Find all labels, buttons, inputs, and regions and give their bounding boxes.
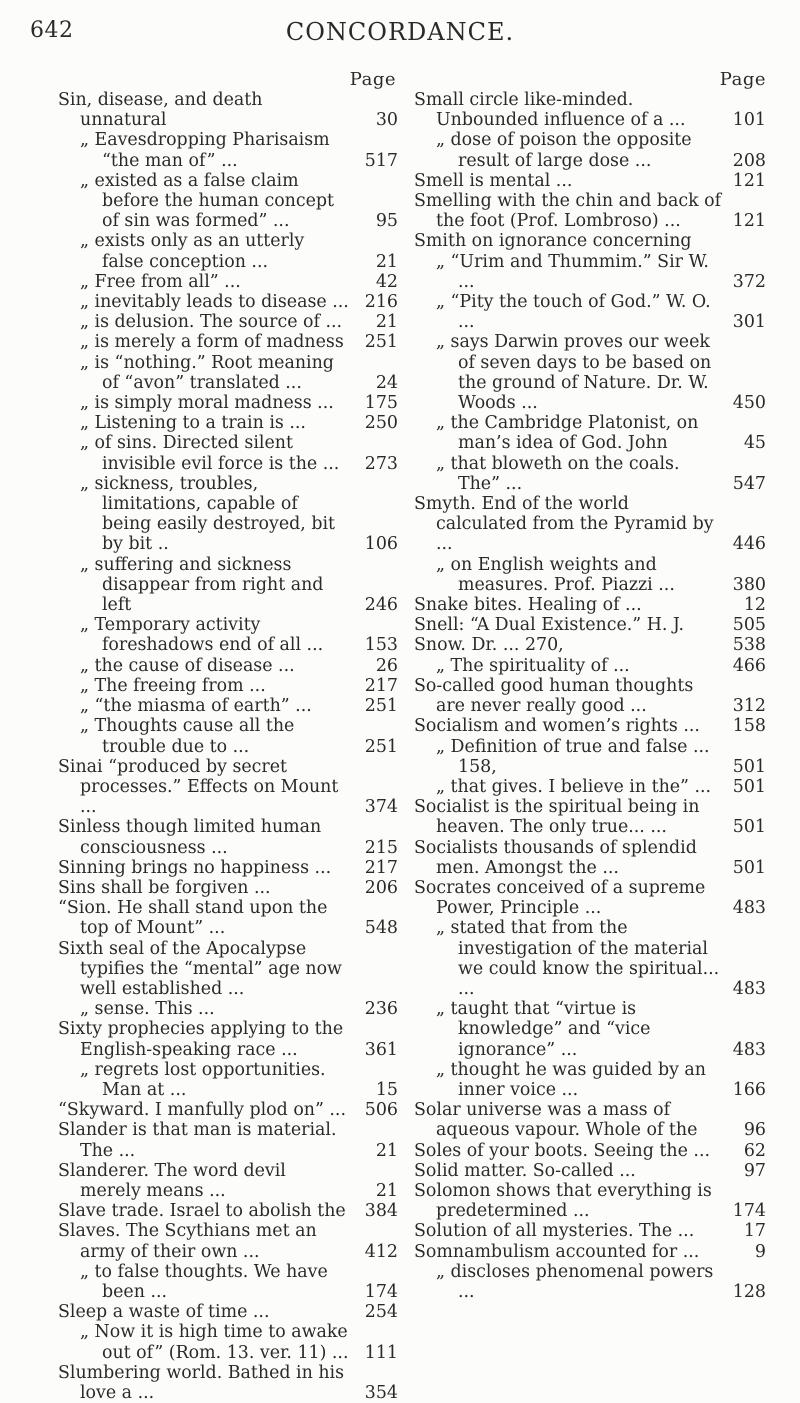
entry-text: Somnambulism accounted for ... [414,1241,700,1262]
entry-page-number: 21 [375,312,398,333]
entry-text: „ regrets lost opportunities. Man at ... [80,1059,326,1100]
index-entry [58,332,398,352]
entry-text: Soles of your boots. Seeing the ... [414,1140,711,1161]
entry-text: Slander is that man is material. The ... [58,1120,337,1161]
entry-text: „ The spirituality of ... [436,655,630,676]
entry-text: Slave trade. Israel to abolish the [58,1201,346,1222]
entry-page-number: 62 [743,1140,766,1161]
entry-page-number: 166 [732,1079,766,1100]
entry-page-number: 273 [364,453,398,474]
entry-text: „ The freeing from ... [80,675,266,696]
entry-text: „ is simply moral madness ... [80,393,334,414]
entry-page-number: 505 [732,615,766,636]
entry-text: Socrates conceived of a supreme Power, Principle ... [414,877,706,919]
entry-page-number: 121 [732,170,766,191]
entry-page-number: 372 [732,271,766,292]
index-entry [414,878,766,918]
index-entry [58,757,398,818]
entry-text: „ existed as a false claim before the human concept of sin was formed” ... [80,170,335,232]
index-entry [58,716,398,756]
index-entry [414,615,766,635]
entry-text: Snake bites. Healing of ... [414,595,642,616]
entry-page-number: 251 [364,696,398,717]
entry-text: Solar universe was a mass of aqueous vapour. Whole of the [414,1100,698,1141]
index-entry [58,90,398,130]
entry-text: „ Thoughts cause all the trouble due to ... [80,716,295,757]
entry-page-number: 15 [375,1079,398,1100]
entry-text: “Skyward. I manfully plod on” ... [58,1100,346,1121]
index-entry [58,1201,398,1221]
entry-text: „ that bloweth on the coals. The” ... [436,453,680,494]
index-entry [58,433,398,473]
index-entry [414,1100,766,1140]
entry-page-number: 17 [743,1221,766,1242]
entry-text: „ “Pity the touch of God.” W. O. ... [436,292,711,333]
entry-page-number: 30 [375,110,398,131]
entry-text: Slanderer. The word devil merely means ... [58,1160,286,1201]
index-entry [414,1161,766,1181]
entry-page-number: 158 [732,716,766,737]
entry-page-number: 246 [364,595,398,616]
index-entry [414,737,766,777]
index-entry [58,1302,398,1322]
entry-page-number: 250 [364,413,398,434]
entry-page-number: 251 [364,332,398,353]
right-column [414,70,766,1302]
entry-page-number: 101 [732,110,766,131]
entry-text: „ of sins. Directed silent invisible evil force is the ... [80,433,340,474]
entry-page-number: 21 [375,1140,398,1161]
entry-page-number: 9 [754,1241,766,1262]
index-entry [414,635,766,655]
entry-page-number: 206 [364,877,398,898]
entry-text: „ exists only as an utterly false conception ... [80,231,305,272]
entry-page-number: 547 [732,473,766,494]
entry-page-number: 12 [743,595,766,616]
index-entry [414,130,766,170]
entry-page-number: 483 [732,898,766,919]
entry-text: Snow. Dr. ... 270, [414,635,564,656]
index-entry [58,858,398,878]
entry-text: „ that gives. I believe in the” ... [436,776,712,797]
entry-text: Sixty prophecies applying to the English-speaking race ... [58,1019,344,1060]
left-entries [58,90,398,1403]
index-entry [58,353,398,393]
entry-page-number: 301 [732,312,766,333]
entry-text: „ dose of poison the opposite result of large dose ... [436,130,692,171]
entry-page-number: 517 [364,150,398,171]
entry-page-number: 174 [732,1201,766,1222]
index-entry [58,130,398,170]
entry-text: „ sickness, troubles, limitations, capable of being easily destroyed, bit by bit .. [80,473,336,555]
entry-page-number: 312 [732,696,766,717]
entry-text: Sinai “produced by secret processes.” Effects on Mount ... [58,756,339,818]
entry-text: So-called good human thoughts are never really good ... [414,675,694,717]
index-entry [58,1221,398,1261]
entry-page-number: 501 [732,756,766,777]
index-entry [58,1262,398,1302]
entry-text: „ is “nothing.” Root meaning of “avon” translated ... [80,352,334,393]
right-entries [414,90,766,1302]
entry-page-number: 506 [364,1100,398,1121]
index-entry [414,838,766,878]
entry-text: „ suffering and sickness disappear from right and left [80,554,324,616]
entry-page-number: 236 [364,999,398,1020]
entry-text: „ sense. This ... [80,999,215,1020]
entry-page-number: 24 [375,372,398,393]
index-entry [58,939,398,1000]
index-entry [414,90,766,130]
entry-page-number: 21 [375,1180,398,1201]
entry-text: Slumbering world. Bathed in his love a ... [58,1362,345,1403]
entry-text: Solid matter. So-called ... [414,1160,636,1181]
entry-text: Solomon shows that everything is predetermined ... [414,1180,712,1222]
index-entry [58,1363,398,1403]
entry-page-number: 21 [375,251,398,272]
entry-text: „ on English weights and measures. Prof. Piazzi ... [436,554,675,595]
entry-text: „ the cause of disease ... [80,655,295,676]
entry-text: „ Eavesdropping Pharisaism “the man of” ... [80,130,330,171]
index-entry [414,999,766,1060]
index-entry [58,676,398,696]
entry-text: „ “the miasma of earth” ... [80,696,312,717]
index-entry [58,817,398,857]
entry-page-number: 174 [364,1281,398,1302]
entry-page-number: 466 [732,655,766,676]
entry-page-number: 111 [364,1342,398,1363]
entry-text: „ Free from all” ... [80,271,241,292]
entry-page-number: 217 [364,857,398,878]
index-entry [414,1262,766,1302]
index-entry [58,696,398,716]
entry-page-number: 446 [732,534,766,555]
entry-page-number: 501 [732,817,766,838]
index-entry [58,1100,398,1120]
entry-page-number: 97 [743,1160,766,1181]
entry-text: Slaves. The Scythians met an army of their own ... [58,1221,317,1262]
index-entry [414,454,766,494]
index-entry [414,1221,766,1241]
index-entry [58,231,398,271]
entry-page-number: 548 [364,918,398,939]
entry-page-number: 215 [364,837,398,858]
index-entry [414,676,766,716]
entry-page-number: 354 [364,1383,398,1403]
index-entry [414,1060,766,1100]
entry-text: „ says Darwin proves our week of seven days to be based on the ground of Nature. Dr. W. Woods ... [436,332,712,414]
left-column-page-heading: Page [349,69,396,90]
entry-page-number: 175 [364,393,398,414]
entry-page-number: 128 [732,1281,766,1302]
entry-page-number: 251 [364,736,398,757]
entry-page-number: 96 [743,1120,766,1141]
index-entry [414,1181,766,1221]
entry-text: „ Now it is high time to awake out of” (Rom. 13. ver. 11) ... [80,1322,349,1363]
entry-page-number: 45 [743,433,766,454]
index-entry [58,999,398,1019]
entry-page-number: 95 [375,211,398,232]
entry-text: Smelling with the chin and back of the foot (Prof. Lombroso) ... [414,191,722,232]
entry-text: Sin, disease, and death unnatural [58,90,263,131]
index-entry [414,595,766,615]
index-entry [58,1060,398,1100]
index-entry [58,1161,398,1201]
index-entry [58,171,398,232]
index-entry [414,555,766,595]
entry-text: „ to false thoughts. We have been ... [80,1261,328,1302]
index-entry [58,312,398,332]
index-entry [58,656,398,676]
entry-text: „ is merely a form of madness [80,332,344,353]
entry-text: „ “Urim and Thummim.” Sir W. ... [436,251,709,292]
entry-text: Sinless though limited human consciousness ... [58,817,322,858]
index-entry [58,555,398,616]
entry-page-number: 254 [364,1302,398,1323]
entry-text: Sinning brings no happiness ... [58,857,332,878]
index-entry [414,656,766,676]
entry-page-number: 208 [732,150,766,171]
page-header [0,12,800,52]
index-entry [58,1322,398,1362]
entry-text: Socialist is the spiritual being in heaven. The only true... ... [414,797,700,838]
entry-page-number: 26 [375,655,398,676]
entry-text: Socialists thousands of splendid men. Amongst the ... [414,837,697,878]
entry-page-number: 483 [732,1039,766,1060]
index-entry [414,252,766,292]
entry-text: „ taught that “virtue is knowledge” and “vice ignorance” ... [436,999,651,1060]
index-entry [58,898,398,938]
entry-text: Smell is mental ... [414,170,573,191]
page-number: 642 [30,18,74,43]
entry-text: Smith on ignorance concerning [414,231,692,252]
entry-text: „ discloses phenomenal powers ... [436,1261,714,1302]
right-column-page-heading: Page [719,69,766,90]
left-column [58,70,398,1403]
entry-page-number: 450 [732,393,766,414]
index-entry [414,332,766,413]
index-entry [58,413,398,433]
entry-text: Snell: “A Dual Existence.” H. J. [414,615,685,636]
index-entry [58,878,398,898]
entry-page-number: 501 [732,776,766,797]
index-entry [58,474,398,555]
index-entry [414,191,766,231]
index-entry [414,413,766,453]
entry-page-number: 501 [732,857,766,878]
index-entry [414,231,766,251]
entry-text: Sixth seal of the Apocalypse typifies the “mental” age now well established ... [58,938,342,999]
index-entry [58,393,398,413]
entry-page-number: 483 [732,978,766,999]
entry-page-number: 380 [732,574,766,595]
index-entry [58,292,398,312]
entry-text: Smyth. End of the world calculated from the Pyramid by ... [414,494,714,555]
entry-page-number: 216 [364,292,398,313]
index-entry [58,615,398,655]
entry-text: „ thought he was guided by an inner voice ... [436,1059,707,1100]
index-entry [414,494,766,555]
entry-text: „ is delusion. The source of ... [80,312,343,333]
index-entry [414,1242,766,1262]
entry-text: „ Definition of true and false ... 158, [436,736,710,777]
entry-text: “Sion. He shall stand upon the top of Mount” ... [58,898,328,939]
index-entry [414,171,766,191]
running-title: CONCORDANCE. [285,18,515,46]
entry-page-number: 361 [364,1039,398,1060]
index-entry [414,777,766,797]
entry-page-number: 374 [364,797,398,818]
entry-page-number: 384 [364,1201,398,1222]
entry-text: Sleep a waste of time ... [58,1302,270,1323]
entry-page-number: 538 [732,635,766,656]
entry-page-number: 106 [364,534,398,555]
index-entry [58,272,398,292]
index-entry [414,716,766,736]
entry-text: „ the Cambridge Platonist, on man’s idea of God. John [436,413,699,454]
entry-page-number: 412 [364,1241,398,1262]
entry-text: „ stated that from the investigation of the material we could know the spiritual... ... [436,918,720,999]
entry-page-number: 121 [732,211,766,232]
entry-page-number: 153 [364,635,398,656]
index-entry [58,1120,398,1160]
entry-page-number: 217 [364,675,398,696]
entry-page-number: 42 [375,271,398,292]
entry-text: „ Listening to a train is ... [80,413,306,434]
entry-text: Solution of all mysteries. The ... [414,1221,695,1242]
index-entry [58,1019,398,1059]
entry-text: Small circle like-minded. Unbounded influence of a ... [414,90,686,131]
index-entry [414,292,766,332]
index-entry [414,1141,766,1161]
entry-text: „ Temporary activity foreshadows end of all ... [80,615,324,656]
entry-text: Socialism and women’s rights ... [414,716,700,737]
entry-text: Sins shall be forgiven ... [58,877,271,898]
entry-text: „ inevitably leads to disease ... [80,292,349,313]
index-entry [414,918,766,999]
index-entry [414,797,766,837]
